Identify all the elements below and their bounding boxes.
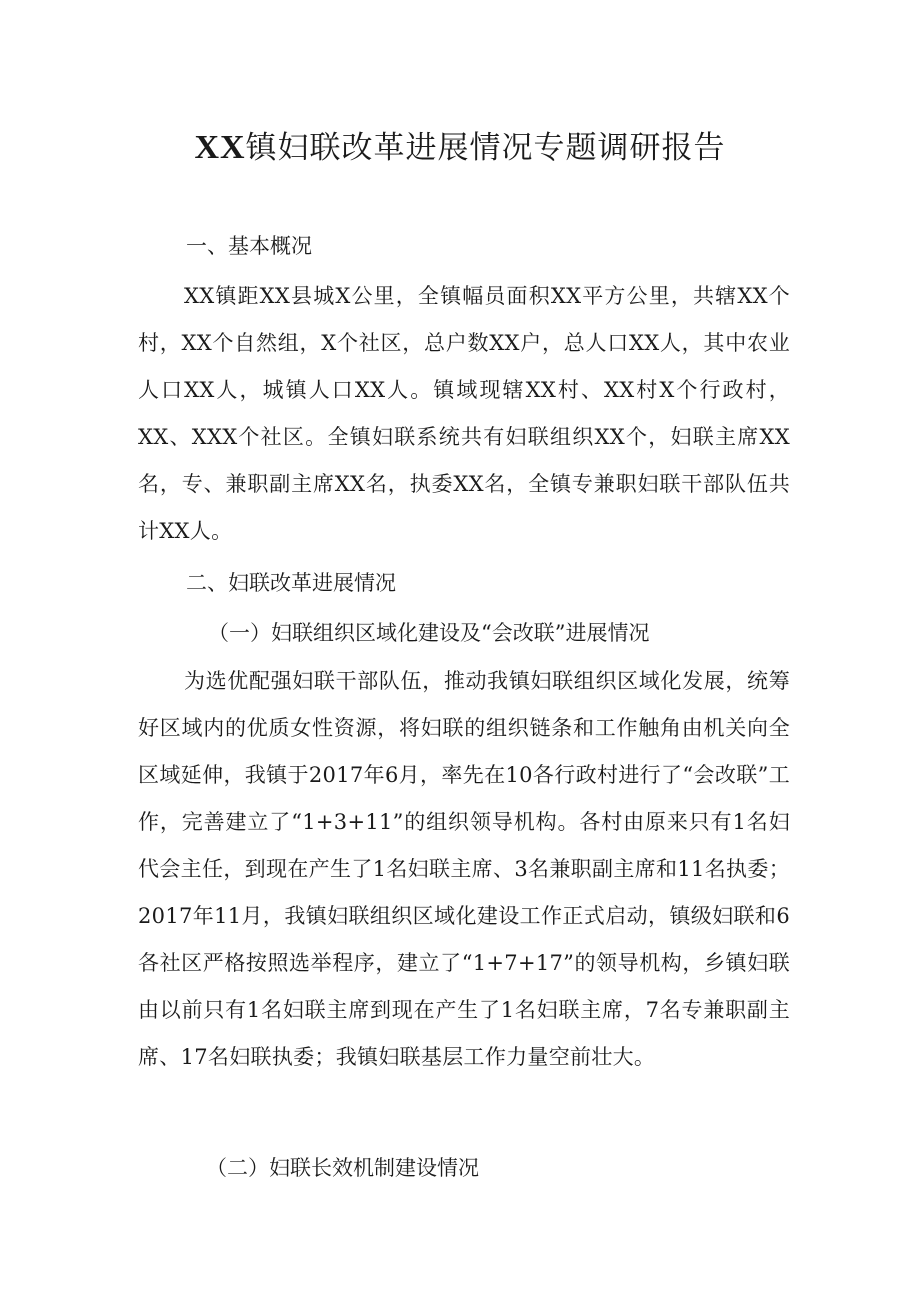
title-prefix: XX (194, 129, 246, 166)
section-heading-reform-progress: 二、妇联改革进展情况 (186, 571, 396, 595)
section-paragraph-basic-overview: XX镇距XX县城X公里，全镇幅员面积XX平方公里，共辖XX个村，XX个自然组，X个社区，总户数XX户，总人口XX人，其中农业人口XX人，城镇人口XX人。镇域现辖XX村、XX村X个行政村，XX、XXX个社区。全镇妇联系统共有妇联组织XX个，妇联主席XX名，专、兼职副主席XX名，执委XX名，全镇专兼职妇联干部队伍共计XX人。 (138, 284, 790, 543)
subsection-heading-long-term-mechanism: （二）妇联长效机制建设情况 (206, 1156, 479, 1180)
document-title (0, 126, 920, 170)
title-text: 镇妇联改革进展情况专题调研报告 (245, 130, 726, 166)
subsection-heading-regional-organization: （一）妇联组织区域化建设及“会改联”进展情况 (208, 621, 650, 645)
section-heading-basic-overview: 一、基本概况 (186, 234, 312, 258)
subsection-paragraph-regional-organization: 为选优配强妇联干部队伍，推动我镇妇联组织区域化发展，统筹好区域内的优质女性资源，将妇联的组织链条和工作触角由机关向全区域延伸，我镇于2017年6月，率先在10各行政村进行了“会改联”工作，完善建立了“1+3+11”的组织领导机构。各村由原来只有1名妇代会主任，到现在产生了1名妇联主席、3名兼职副主席和11名执委；2017年11月，我镇妇联组织区域化建设工作正式启动，镇级妇联和6各社区严格按照选举程序，建立了“1+7+17”的领导机构，乡镇妇联由以前只有1名妇联主席到现在产生了1名妇联主席，7名专兼职副主席、17名妇联执委；我镇妇联基层工作力量空前壮大。 (138, 669, 790, 1069)
